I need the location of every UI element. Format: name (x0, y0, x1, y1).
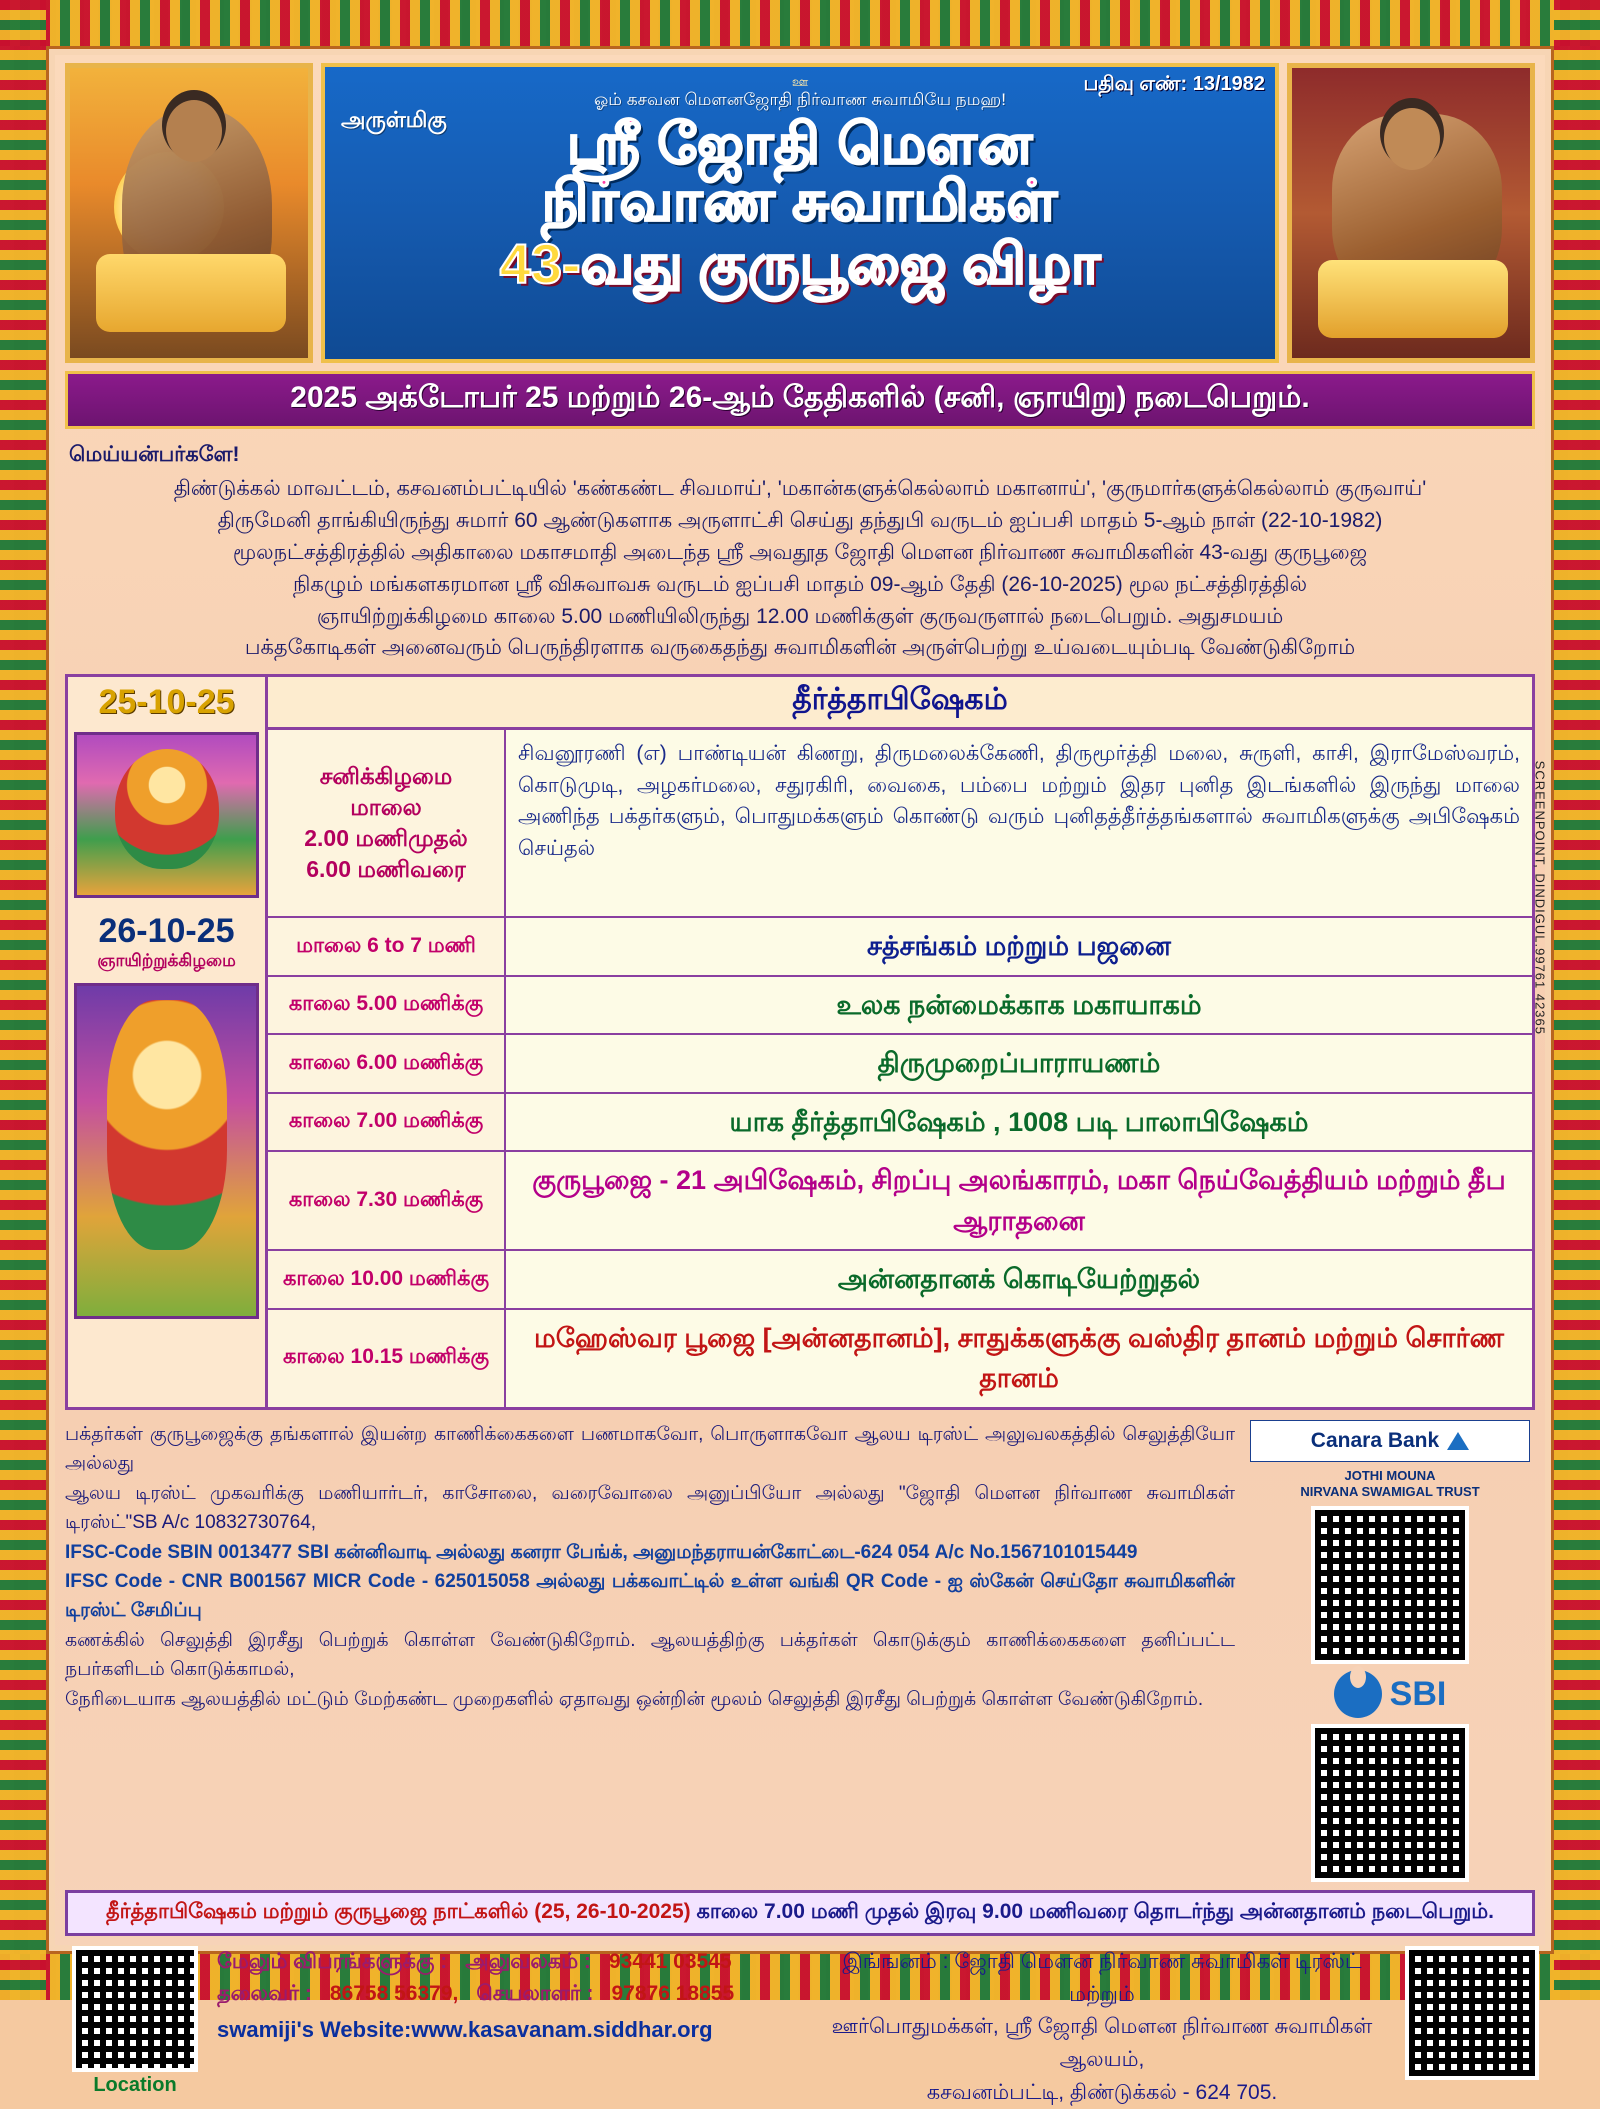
temple-qr-code[interactable] (1405, 1946, 1539, 2080)
chairman-phone[interactable]: 86758 56379, (329, 1981, 459, 2005)
title-line-2: நிர்வாண சுவாமிகள் (541, 169, 1059, 233)
event-date-bar: 2025 அக்டோபர் 25 மற்றும் 26-ஆம் தேதிகளில் (சனி, ஞாயிறு) நடைபெறும். (65, 371, 1535, 429)
day2-weekday: ஞாயிற்றுக்கிழமை (97, 951, 236, 971)
om-symbol: ஊ (791, 74, 809, 89)
donation-line-6: நேரிடையாக ஆலயத்தில் மட்டும் மேற்கண்ட முறைகளில் ஏதாவது ஒன்றின் மூலம் செலுத்தி இரசீது பெற்றுக் கொள்ள வேண்டுகிறோம். (65, 1688, 1204, 1710)
intro-paragraph (65, 439, 1535, 664)
office-label: அலுவலகம் : (465, 1950, 591, 1974)
intro-line-6: பக்தகோடிகள் அனைவரும் பெருந்திரளாக வருகைதந்து சுவாமிகளின் அருள்பெற்று உய்வடையும்படி வேண்டுகிறோம் (244, 636, 1356, 660)
schedule-section-title: தீர்த்தாபிஷேகம் (268, 677, 1532, 730)
footer-qr-block (1405, 1946, 1535, 2080)
day2-time-3: காலை 7.00 மணிக்கு (268, 1094, 506, 1151)
bank-details-box (1245, 1420, 1535, 1883)
header (65, 63, 1535, 363)
sbi-qr-code[interactable] (1311, 1724, 1469, 1882)
head-graphic (1384, 108, 1440, 170)
donation-text (65, 1420, 1235, 1883)
registration-number: பதிவு எண்: 13/1982 (1083, 73, 1265, 95)
organizer-line-3: கசவனம்பட்டி, திண்டுக்கல் - 624 705. (926, 2080, 1278, 2104)
day1-time-line-2: 2.00 மணிமுதல் (304, 825, 468, 852)
intro-line-1: திண்டுக்கல் மாவட்டம், கசவனம்பட்டியில் 'கண்கண்ட சிவமாய்', 'மகான்களுக்கெல்லாம் மகானாய்', 'குருமார்களுக்கெல்லாம் குருவாய்' (173, 476, 1427, 500)
table-row (268, 730, 1532, 918)
table-row (268, 1251, 1532, 1310)
day2-event-6: மஹேஸ்வர பூஜை [அன்னதானம்], சாதுக்களுக்கு வஸ்திர தானம் மற்றும் சொர்ண தானம் (506, 1310, 1532, 1407)
arulmigu-label: அருள்மிகு (341, 107, 447, 132)
office-phone[interactable]: 93441 03545 (608, 1950, 732, 1974)
day2-event-5: அன்னதானக் கொடியேற்றுதல் (506, 1251, 1532, 1308)
location-label: Location (93, 2074, 177, 2097)
border-right (1554, 0, 1600, 2000)
deity-photo-1 (74, 732, 259, 898)
swamigal-portrait-right (1287, 63, 1535, 363)
printer-credit: SCREENPOINT, DINDIGUL.99761 42365 (1532, 760, 1547, 1035)
title-line-3: 43-வது குருபூஜை விழா (499, 231, 1101, 295)
head-graphic (166, 100, 222, 162)
intro-line-3: மூலநட்சத்திரத்தில் அதிகாலை மகாசமாதி அடைந்த ஸ்ரீ அவதூத ஜோதி மௌன நிர்வாண சுவாமிகளின் 43-வது குருபூஜை (232, 540, 1368, 564)
deity-photo-2 (74, 983, 259, 1319)
garland-graphic (107, 1000, 227, 1250)
cloth-graphic (1318, 260, 1508, 338)
swamigal-portrait-left (65, 63, 313, 363)
schedule-table (65, 674, 1535, 1410)
poster-sheet (55, 55, 1547, 2104)
contacts-block (217, 1946, 799, 2046)
table-row (268, 1094, 1532, 1153)
annadhanam-days: தீர்த்தாபிஷேகம் மற்றும் குருபூஜை நாட்களில் (25, 26-10-2025) (105, 1900, 691, 1924)
day1-date: 25-10-25 (98, 683, 235, 722)
garland-graphic (115, 749, 219, 869)
day2-date-box (68, 906, 265, 979)
day1-time-line-3: 6.00 மணிவரை (306, 856, 466, 883)
day2-date: 26-10-25 (98, 912, 235, 951)
donation-line-1: பக்தர்கள் குருபூஜைக்கு தங்களால் இயன்ற காணிக்கைகளை பணமாகவோ, பொருளாகவோ ஆலய டிரஸ்ட் அலுவலகத்தில் செலுத்தியோ அல்லது (65, 1423, 1235, 1475)
table-row (268, 1152, 1532, 1251)
donation-line-3: IFSC-Code SBIN 0013477 SBI கன்னிவாடி அல்லது கனரா பேங்க், அனுமந்தராயன்கோட்டை-624 054 A/c No.1567101015449 (65, 1541, 1138, 1563)
sbi-logo (1334, 1670, 1447, 1718)
sbi-bank-name: SBI (1389, 1674, 1447, 1713)
contact-row-2 (217, 1978, 799, 2010)
border-top (0, 0, 1600, 46)
sbi-keyhole-icon (1334, 1670, 1382, 1718)
location-block (65, 1946, 205, 2097)
intro-line-2: திருமேனி தாங்கியிருந்து சுமார் 60 ஆண்டுகளாக அருளாட்சி செய்து தந்துபி வருடம் ஐப்பசி மாதம் 5-ஆம் நாள் (22-10-1982) (217, 508, 1383, 532)
table-row (268, 1035, 1532, 1094)
contact-row-1 (217, 1946, 799, 1978)
title-line-1: ஸ்ரீ ஜோதி மௌன (566, 112, 1034, 175)
bank-qr-code[interactable] (1311, 1506, 1469, 1664)
day2-time-2: காலை 6.00 மணிக்கு (268, 1035, 506, 1092)
mantra-text: ஓம் கசவன மௌனஜோதி நிர்வாண சுவாமியே நமஹ! (594, 90, 1006, 109)
donation-line-4: IFSC Code - CNR B001567 MICR Code - 625015058 அல்லது பக்கவாட்டில் உள்ள வங்கி QR Code - ஐ ஸ்கேன் செய்தோ சுவாமிகளின் டிரஸ்ட் சேமிப்பு (65, 1571, 1235, 1622)
trust-name-line-1: JOTHI MOUNA (1344, 1467, 1436, 1483)
canara-bank-logo (1250, 1420, 1530, 1462)
day1-detail: சிவனூரணி (எ) பாண்டியன் கிணறு, திருமலைக்கேணி, திருமூர்த்தி மலை, சுருளி, காசி, இராமேஸ்வரம், கொடுமுடி, அழகர்மலை, சதுரகிரி, வைகை, பம்பை மற்றும் இதர புனித இடங்களில் இருந்து மாலை அணிந்த பக்தர்களும், பொதுமக்களும் கொண்டு வரும் புனிதத்தீர்த்தங்களால் சுவாமிகளுக்கு அபிஷேகம் செய்தல் (506, 730, 1532, 916)
day2-time-4: காலை 7.30 மணிக்கு (268, 1152, 506, 1249)
intro-line-4: நிகழும் மங்களகரமான ஸ்ரீ விசுவாவசு வருடம் ஐப்பசி மாதம் 09-ஆம் தேதி (26-10-2025) மூல நட்சத்திரத்தில் (292, 572, 1308, 596)
organizer-block (811, 1946, 1393, 2109)
secretary-phone[interactable]: 97876 18855 (611, 1981, 735, 2005)
day1-time-line-1: மாலை (350, 794, 422, 821)
organizer-line-1: இங்ஙனம் : ஜோதி மௌன நிர்வாண சுவாமிகள் டிரஸ்ட் மற்றும் (842, 1950, 1362, 2006)
canara-triangle-icon (1447, 1432, 1469, 1450)
table-row (268, 1310, 1532, 1407)
donation-line-5: கணக்கில் செலுத்தி இரசீது பெற்றுக் கொள்ள வேண்டுகிறோம். ஆலயத்திற்கு பக்தர்கள் கொடுக்கும் காணிக்கைகளை தனிப்பட்ட நபர்களிடம் கொடுக்காமல், (65, 1629, 1235, 1681)
day1-time-cell (268, 730, 506, 916)
day1-weekday: சனிக்கிழமை (319, 763, 453, 790)
table-row (268, 918, 1532, 977)
day2-time-5: காலை 10.00 மணிக்கு (268, 1251, 506, 1308)
website-link[interactable]: swamiji's Website:www.kasavanam.siddhar.org (217, 2017, 713, 2043)
day2-time-1: காலை 5.00 மணிக்கு (268, 977, 506, 1034)
day2-event-2: திருமுறைப்பாராயணம் (506, 1035, 1532, 1092)
chairman-label: தலைவர் : (217, 1981, 312, 2005)
day1-evening-event: சத்சங்கம் மற்றும் பஜனை (506, 918, 1532, 975)
cloth-graphic (96, 254, 286, 332)
annadhanam-strip (65, 1890, 1535, 1936)
location-qr-code[interactable] (72, 1946, 198, 2072)
day1-date-box (68, 677, 265, 728)
canara-bank-name: Canara Bank (1310, 1428, 1440, 1452)
title-block (321, 63, 1279, 363)
annadhanam-timing: காலை 7.00 மணி முதல் இரவு 9.00 மணிவரை தொடர்ந்து அன்னதானம் நடைபெறும். (696, 1900, 1495, 1924)
organizer-line-2: ஊர்பொதுமக்கள், ஸ்ரீ ஜோதி மௌன நிர்வாண சுவாமிகள் ஆலயம், (831, 2015, 1373, 2071)
trust-name-line-2: NIRVANA SWAMIGAL TRUST (1300, 1484, 1480, 1500)
intro-line-5: ஞாயிற்றுக்கிழமை காலை 5.00 மணியிலிருந்து 12.00 மணிக்குள் குருவருளால் நடைபெறும். அதுசமயம் (316, 604, 1284, 628)
day2-time-6: காலை 10.15 மணிக்கு (268, 1310, 506, 1407)
table-row (268, 977, 1532, 1036)
trust-name (1300, 1468, 1479, 1501)
day2-event-3: யாக தீர்த்தாபிஷேகம் , 1008 படி பாலாபிஷேகம் (506, 1094, 1532, 1151)
greeting-text: மெய்யன்பர்களே! (69, 443, 240, 466)
schedule-date-column (68, 677, 268, 1407)
donation-line-2: ஆலய டிரஸ்ட் முகவரிக்கு மணியார்டர், காசோலை, வரைவோலை அனுப்பியோ அல்லது "ஜோதி மௌன நிர்வாண சுவாமிகள் டிரஸ்ட்"SB A/c 10832730764, (65, 1482, 1235, 1534)
poster-inner (46, 46, 1554, 2104)
secretary-label: செயலாளர் : (476, 1981, 594, 2005)
day1-evening-time: மாலை 6 to 7 மணி (268, 918, 506, 975)
footer (65, 1946, 1535, 2109)
day2-event-4: குருபூஜை - 21 அபிஷேகம், சிறப்பு அலங்காரம், மகா நெய்வேத்தியம் மற்றும் தீப ஆராதனை (506, 1152, 1532, 1249)
border-left (0, 0, 46, 2000)
schedule-rows (268, 677, 1532, 1407)
more-info-label: மேலும் விபரங்களுக்கு : (217, 1950, 448, 1974)
day2-event-1: உலக நன்மைக்காக மகாயாகம் (506, 977, 1532, 1034)
donation-section (65, 1420, 1535, 1883)
